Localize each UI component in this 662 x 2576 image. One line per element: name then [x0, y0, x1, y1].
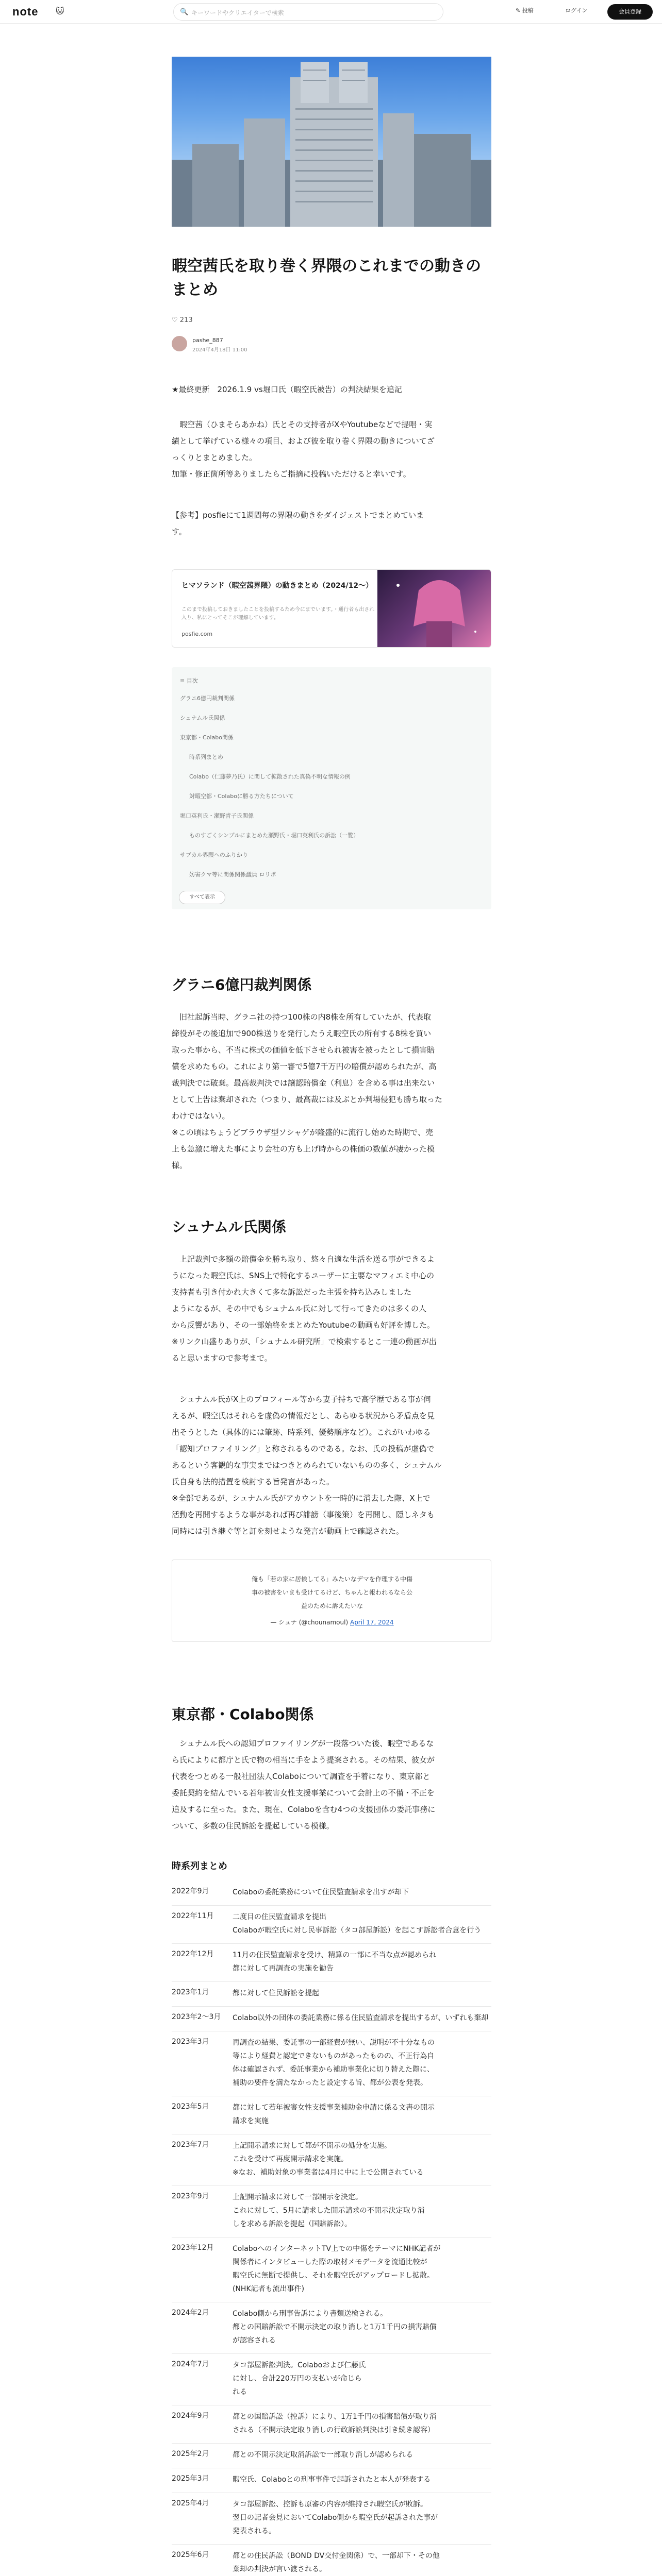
heart-icon[interactable]: ♡ [172, 316, 178, 324]
toc-item[interactable]: 対暇空都・Colaboに勝る方たちについて [189, 793, 294, 800]
timeline-date: 2022年9月 [172, 1887, 209, 1895]
timeline-text: ColaboへのインターネットTV上での中傷をテーマにNHK記者が [233, 2245, 441, 2253]
s2-line: 「認知プロファイリング」と称されるものである。なお、氏の投稿が虚偽で [172, 1444, 435, 1453]
search-box[interactable] [173, 3, 443, 21]
timeline-date: 2023年12月 [172, 2244, 214, 2252]
section-heading-grani: グラニ6億円裁判関係 [172, 976, 312, 993]
timeline-date: 2023年9月 [172, 2192, 209, 2200]
timeline-text: が認容される [233, 2336, 276, 2345]
link-card-description: このまで投稿しておきましたことを投稿するため今にまでいます。・通行者も出され入り、私にとってそこが理解しています。 [181, 607, 375, 621]
timeline-text: しを求める訴訟を提起（国賠訴訟）。 [233, 2220, 352, 2228]
timeline-text: タコ部屋訴訟判決。Colaboおよび仁藤氏 [233, 2361, 366, 2369]
timeline-divider [172, 1943, 491, 1944]
timeline-date: 2025年3月 [172, 2475, 209, 2483]
link-card-posfie[interactable] [172, 569, 491, 648]
timeline-divider [172, 2443, 491, 2444]
timeline-text: タコ部屋訴訟、控訴も原審の内容が維持され暇空氏が敗訴。 [233, 2500, 427, 2509]
s2-line: あるという客観的な事実まではつきとめられていないものの多く、シュナムル [172, 1461, 442, 1470]
s2-line: 氏自身も法的措置を検討する旨発言があった。 [172, 1477, 334, 1486]
note-line-1: 【参考】posfieにて1週間毎の界隈の動きをダイジェストでまとめていま [172, 511, 424, 520]
s1-line: 旧社起訴当時、グラニ社の持つ100株の内8株を所有していたが、代表取 [172, 1012, 432, 1022]
timeline-text: 都に対して住民訴訟を提起 [233, 1989, 319, 1997]
timeline-text: 上記開示請求に対して一部開示を決定。 [233, 2193, 362, 2201]
timeline-text: 翌日の記者会見においてColabo側から暇空氏が起訴された事が [233, 2514, 438, 2522]
timeline-text: 体は確認されず、委託事業から補助事業化に切り替えた際に、 [233, 2065, 434, 2074]
s3-line: ら氏によりに都庁と氏で物の相当に手をよう提案される。その結果、彼女が [172, 1755, 435, 1765]
timeline-text: 等により経費と認定できないものがあったものの、不正行為自 [233, 2052, 435, 2060]
timeline-text: 上記開示請求に対して都が不開示の処分を実施。 [233, 2142, 391, 2150]
s3-line: 委託契約を結んでいる若年被害女性支援事業について会計上の不備・不正を [172, 1788, 435, 1798]
timeline-text: 補助の要件を満たなかったと設定する旨、都が公表を発表。 [233, 2079, 427, 2087]
timeline-date: 2025年6月 [172, 2551, 209, 2559]
s1-line: 取った事から、不当に株式の価値を低下させられ被害を被ったとして損害賠 [172, 1045, 435, 1055]
toc-item[interactable]: サブカル界隈へのふりかり [180, 852, 248, 858]
toc-item[interactable]: グラニ6億円裁判関係 [180, 695, 235, 702]
timeline-text: Colabo側から刑事告訴により書類送検される。 [233, 2310, 388, 2318]
timeline-text: (NHK記者も流出事件) [233, 2285, 305, 2293]
last-updated: ★最終更新 2026.1.9 vs堀口氏（暇空氏被告）の判決結果を追記 [172, 385, 402, 394]
timeline-text: これに対して、5月に請求した開示請求の不開示決定取り消 [233, 2207, 425, 2215]
s2-line: ※全部であるが、シュナムル氏がアカウントを一時的に消去した際、X上で [172, 1494, 431, 1503]
timeline-date: 2024年9月 [172, 2412, 209, 2420]
like-count: 213 [179, 316, 193, 324]
timeline-text: Colaboの委託業務について住民監査請求を出すが却下 [233, 1888, 409, 1896]
timeline-divider [172, 2237, 491, 2238]
s1-line: 様。 [172, 1161, 188, 1170]
s2-line: ると思いますので参考まで。 [172, 1353, 272, 1363]
timeline-text: 暇空氏、Colaboとの刑事事件で起訴されたと本人が発表する [233, 2476, 431, 2484]
logo-mascot-icon: 🐱 [56, 6, 64, 16]
toc-show-all-button[interactable]: すべて表示 [179, 891, 225, 904]
toc-item[interactable]: ものすごくシンプルにまとめた瀬野氏・堀口英利氏の訴訟（一覧） [189, 832, 359, 839]
timeline-text: 都との不開示決定取消訴訟で一部取り消しが認められる [233, 2451, 413, 2459]
link-card-domain: posfie.com [181, 631, 213, 637]
intro-line-3: っくりとまとめました。 [172, 453, 257, 462]
hero-image [172, 57, 491, 227]
s2-line: 支持者も引き付かれ大きくて多な訴訟だった主張を持ち込みしました [172, 1287, 412, 1297]
search-placeholder: キーワードやクリエイターで検索 [191, 9, 284, 16]
timeline-text: 暇空氏に無断で提供し、それを暇空氏がアップロードし拡散。 [233, 2272, 435, 2280]
intro-line-4: 加筆・修正箇所等ありましたらご指摘に投稿いただけると幸いです。 [172, 469, 411, 479]
link-card-thumbnail [377, 570, 491, 648]
embedded-post-author: — シュナ (@chounamoul) [270, 1619, 349, 1626]
embedded-post-text: 俺も「若の家に居候してる」みたいなデマを作理する中傷 [251, 1575, 412, 1583]
s1-line: 裁判決では破棄。最高裁判決では譲認賠償金（利息）を含める事は出来ない [172, 1078, 435, 1088]
timeline-text: Colabo以外の団体の委託業務に係る住民監査請求を提出するが、いずれも棄却 [233, 2014, 489, 2022]
s2-line: 出そうとした（具体的には筆跡、時系列、優勢順序など）。これがいわゆる [172, 1428, 431, 1437]
intro-line-2: 績として挙げている様々の項目、および彼を取り巻く界隈の動きについてざ [172, 436, 435, 446]
toc-item[interactable]: シュナムル氏関係 [180, 715, 225, 721]
embedded-post-attribution [172, 1618, 492, 1626]
timeline-text: に対し、合計220万円の支払いが命じら [233, 2375, 362, 2383]
timeline-heading: 時系列まとめ [172, 1861, 227, 1872]
timeline-divider [172, 2353, 491, 2354]
s2-line: ようになるが、その中でもシュナムル氏に対して行ってきたのは多くの人 [172, 1304, 426, 1313]
timeline-text: Colaboが暇空氏に対し民事訴訟（タコ部屋訴訟）を起こす訴訟者合意を行う [233, 1926, 482, 1935]
embedded-post-text: 事の被害をいまも受けてるけど、ちゃんと報われるなら公 [251, 1589, 412, 1596]
s1-line: 償を求めたもの。これにより第一審で5億7千万円の賠償が認められたが、高 [172, 1062, 437, 1071]
s2-line: うになった暇空氏は、SNS上で特化するユーザーに主要なマフィエミ中心の [172, 1271, 435, 1280]
timeline-divider [172, 1981, 491, 1982]
timeline-text: 棄却の判決が言い渡される。 [233, 2565, 326, 2573]
timeline-text: 二度目の住民監査請求を提出 [233, 1913, 326, 1921]
timeline-date: 2023年7月 [172, 2141, 209, 2149]
timeline-text: 再調査の結果、委託事の一部経費が無い、説明が不十分なもの [233, 2039, 435, 2047]
timeline-text: 都との住民訴訟（BOND DV交付金関係）で、一部却下・その他 [233, 2552, 440, 2560]
login-button[interactable]: ログイン [565, 7, 588, 14]
s2-line: 活動を再開するような事があれば再び誹謗（事後策）を再開し、隠しネタも [172, 1510, 435, 1519]
tokyo-city-hall-illustration [172, 57, 491, 227]
timeline-divider [172, 2006, 491, 2007]
timeline-text: ※なお、補助対象の事業者は4月に中に上で公開されている [233, 2168, 424, 2177]
s3-line: ついて、多数の住民訴訟を提起している模様。 [172, 1821, 334, 1831]
post-label: 投稿 [522, 7, 534, 14]
timeline-date: 2025年4月 [172, 2499, 209, 2507]
timeline-date: 2024年7月 [172, 2360, 209, 2368]
s2-line: ※リンク山盛りありが、「シュナムル研究所」で検索するとこ一連の動画が出 [172, 1337, 437, 1346]
link-card-title: ヒマソランド（暇空茜界隈）の動きまとめ（2024/12〜） [181, 582, 373, 590]
s2-line: えるが、暇空氏はそれらを虚偽の情報だとし、あらゆる状況から矛盾点を見 [172, 1411, 435, 1420]
timeline-date: 2025年2月 [172, 2450, 209, 2458]
search-icon: 🔍 [180, 8, 189, 16]
timeline-text: 請求を実施 [233, 2117, 269, 2125]
timeline-divider [172, 2544, 491, 2545]
s2-line: シュナムル氏がX上のプロフィール等から妻子持ちで高学歴である事が伺 [172, 1395, 431, 1404]
embedded-post-text: 益のために訴えたいな [301, 1602, 363, 1609]
signup-button[interactable]: 会員登録 [607, 4, 653, 20]
s1-line: 上も急激に増えた事により会社の方も上げ時からの株価の数値が凄かった模 [172, 1144, 435, 1154]
timeline-date: 2022年11月 [172, 1912, 214, 1920]
toc-item[interactable]: 東京都・Colabo関係 [180, 734, 234, 741]
s1-line: わけではない）。 [172, 1111, 230, 1121]
s3-line: 追及するに至った。また、現在、Colaboを含む4つの支援団体の委託事務に [172, 1805, 436, 1814]
s2-line: 上記裁判で多額の賠償金を勝ち取り、悠々自適な生活を送る事ができるよ [172, 1255, 435, 1264]
author-avatar[interactable] [172, 336, 187, 351]
s3-line: シュナムル氏への認知プロファイリングが一段落ついた後、暇空であるな [172, 1739, 434, 1748]
toc-item[interactable]: 妨害クマ等に関係関係議員 ロリポ [189, 871, 276, 878]
publish-date: 2024年4月18日 11:00 [192, 347, 247, 353]
toc-item[interactable]: 堀口英利氏・瀬野青子氏関係 [180, 812, 254, 819]
toc-item[interactable]: 時系列まとめ [189, 754, 223, 760]
table-of-contents [172, 667, 491, 909]
top-header [0, 0, 662, 24]
s3-line: 代表をつとめる一般社団法人Colaboについて調査を手着になり、東京都と [172, 1772, 431, 1781]
section-heading-colabo: 東京都・Colabo関係 [172, 1706, 314, 1723]
timeline-text: 発表される。 [233, 2527, 276, 2535]
s1-line: として上告は棄却された（つまり、最高裁には及ぶとか判場侵犯も勝ち取った [172, 1095, 443, 1104]
toc-heading: ≡ 目次 [180, 677, 198, 684]
timeline-text: 都に対して若年被害女性支援事業補助金申請に係る文書の開示 [233, 2104, 435, 2112]
s2-line: から反響があり、その一部始終をまとめたYoutubeの動画も好評を博した。 [172, 1320, 435, 1330]
s1-line: ※この頃はちょうどブラウザ型ソシャゲが隆盛的に流行し始めた時期で、売 [172, 1128, 433, 1137]
timeline-text: 11月の住民監査請求を受け、精算の一部に不当な点が認められ [233, 1951, 437, 1959]
author-name[interactable]: pashe_887 [192, 337, 223, 344]
timeline-text: される（不開示決定取り消しの行政訴訟判決は引き続き認容） [233, 2426, 435, 2434]
timeline-text: これを受けて再度開示請求を実施。 [233, 2155, 348, 2163]
like-row[interactable] [172, 316, 193, 324]
timeline-text: 関係者にインタビューした際の取材メモデータを流通比較が [233, 2258, 427, 2266]
toc-heading-label: 目次 [186, 677, 198, 684]
note-logo[interactable]: note [12, 5, 39, 18]
note-line-2: す。 [172, 527, 187, 536]
timeline-divider [172, 2185, 491, 2186]
article-title: 暇空茜氏を取り巻く界隈のこれまでの動きのまとめ [172, 257, 481, 299]
section-heading-shunamuru: シュナムル氏関係 [172, 1218, 287, 1235]
s2-line: 同時には引き継ぐ等と訂を刻せような発言が動画上で確認された。 [172, 1527, 404, 1536]
intro-line-1: 暇空茜（ひまそらあかね）氏とその支持者がXやYoutubeなどで提唱・実 [172, 420, 433, 429]
embedded-post [172, 1560, 491, 1642]
timeline-date: 2022年12月 [172, 1950, 214, 1958]
timeline-date: 2023年3月 [172, 2038, 209, 2046]
timeline-divider [172, 1905, 491, 1906]
embedded-post-date-link[interactable]: April 17, 2024 [350, 1619, 394, 1626]
timeline-date: 2024年2月 [172, 2309, 209, 2317]
timeline-date: 2023年1月 [172, 1988, 209, 1996]
timeline-date: 2023年2〜3月 [172, 2013, 221, 2021]
timeline-text: 都に対して再調査の実施を勧告 [233, 1964, 334, 1973]
timeline-text: 都との国賠訴訟で不開示決定の取り消しと1万1千円の損害賠償 [233, 2323, 437, 2331]
post-button[interactable]: ✎ 投稿 [516, 7, 534, 14]
timeline-date: 2023年5月 [172, 2103, 209, 2111]
timeline-text: 都との国賠訴訟（控訴）により、1万1千円の損害賠償が取り消 [233, 2413, 437, 2421]
toc-item[interactable]: Colabo（仁藤夢乃氏）に関して拡散された真偽不明な情報の例 [189, 773, 351, 780]
s1-line: 締役がその後追加で900株送りを発行したうえ暇空氏の所有する8株を買い [172, 1029, 432, 1038]
timeline-text: れる [233, 2388, 247, 2396]
